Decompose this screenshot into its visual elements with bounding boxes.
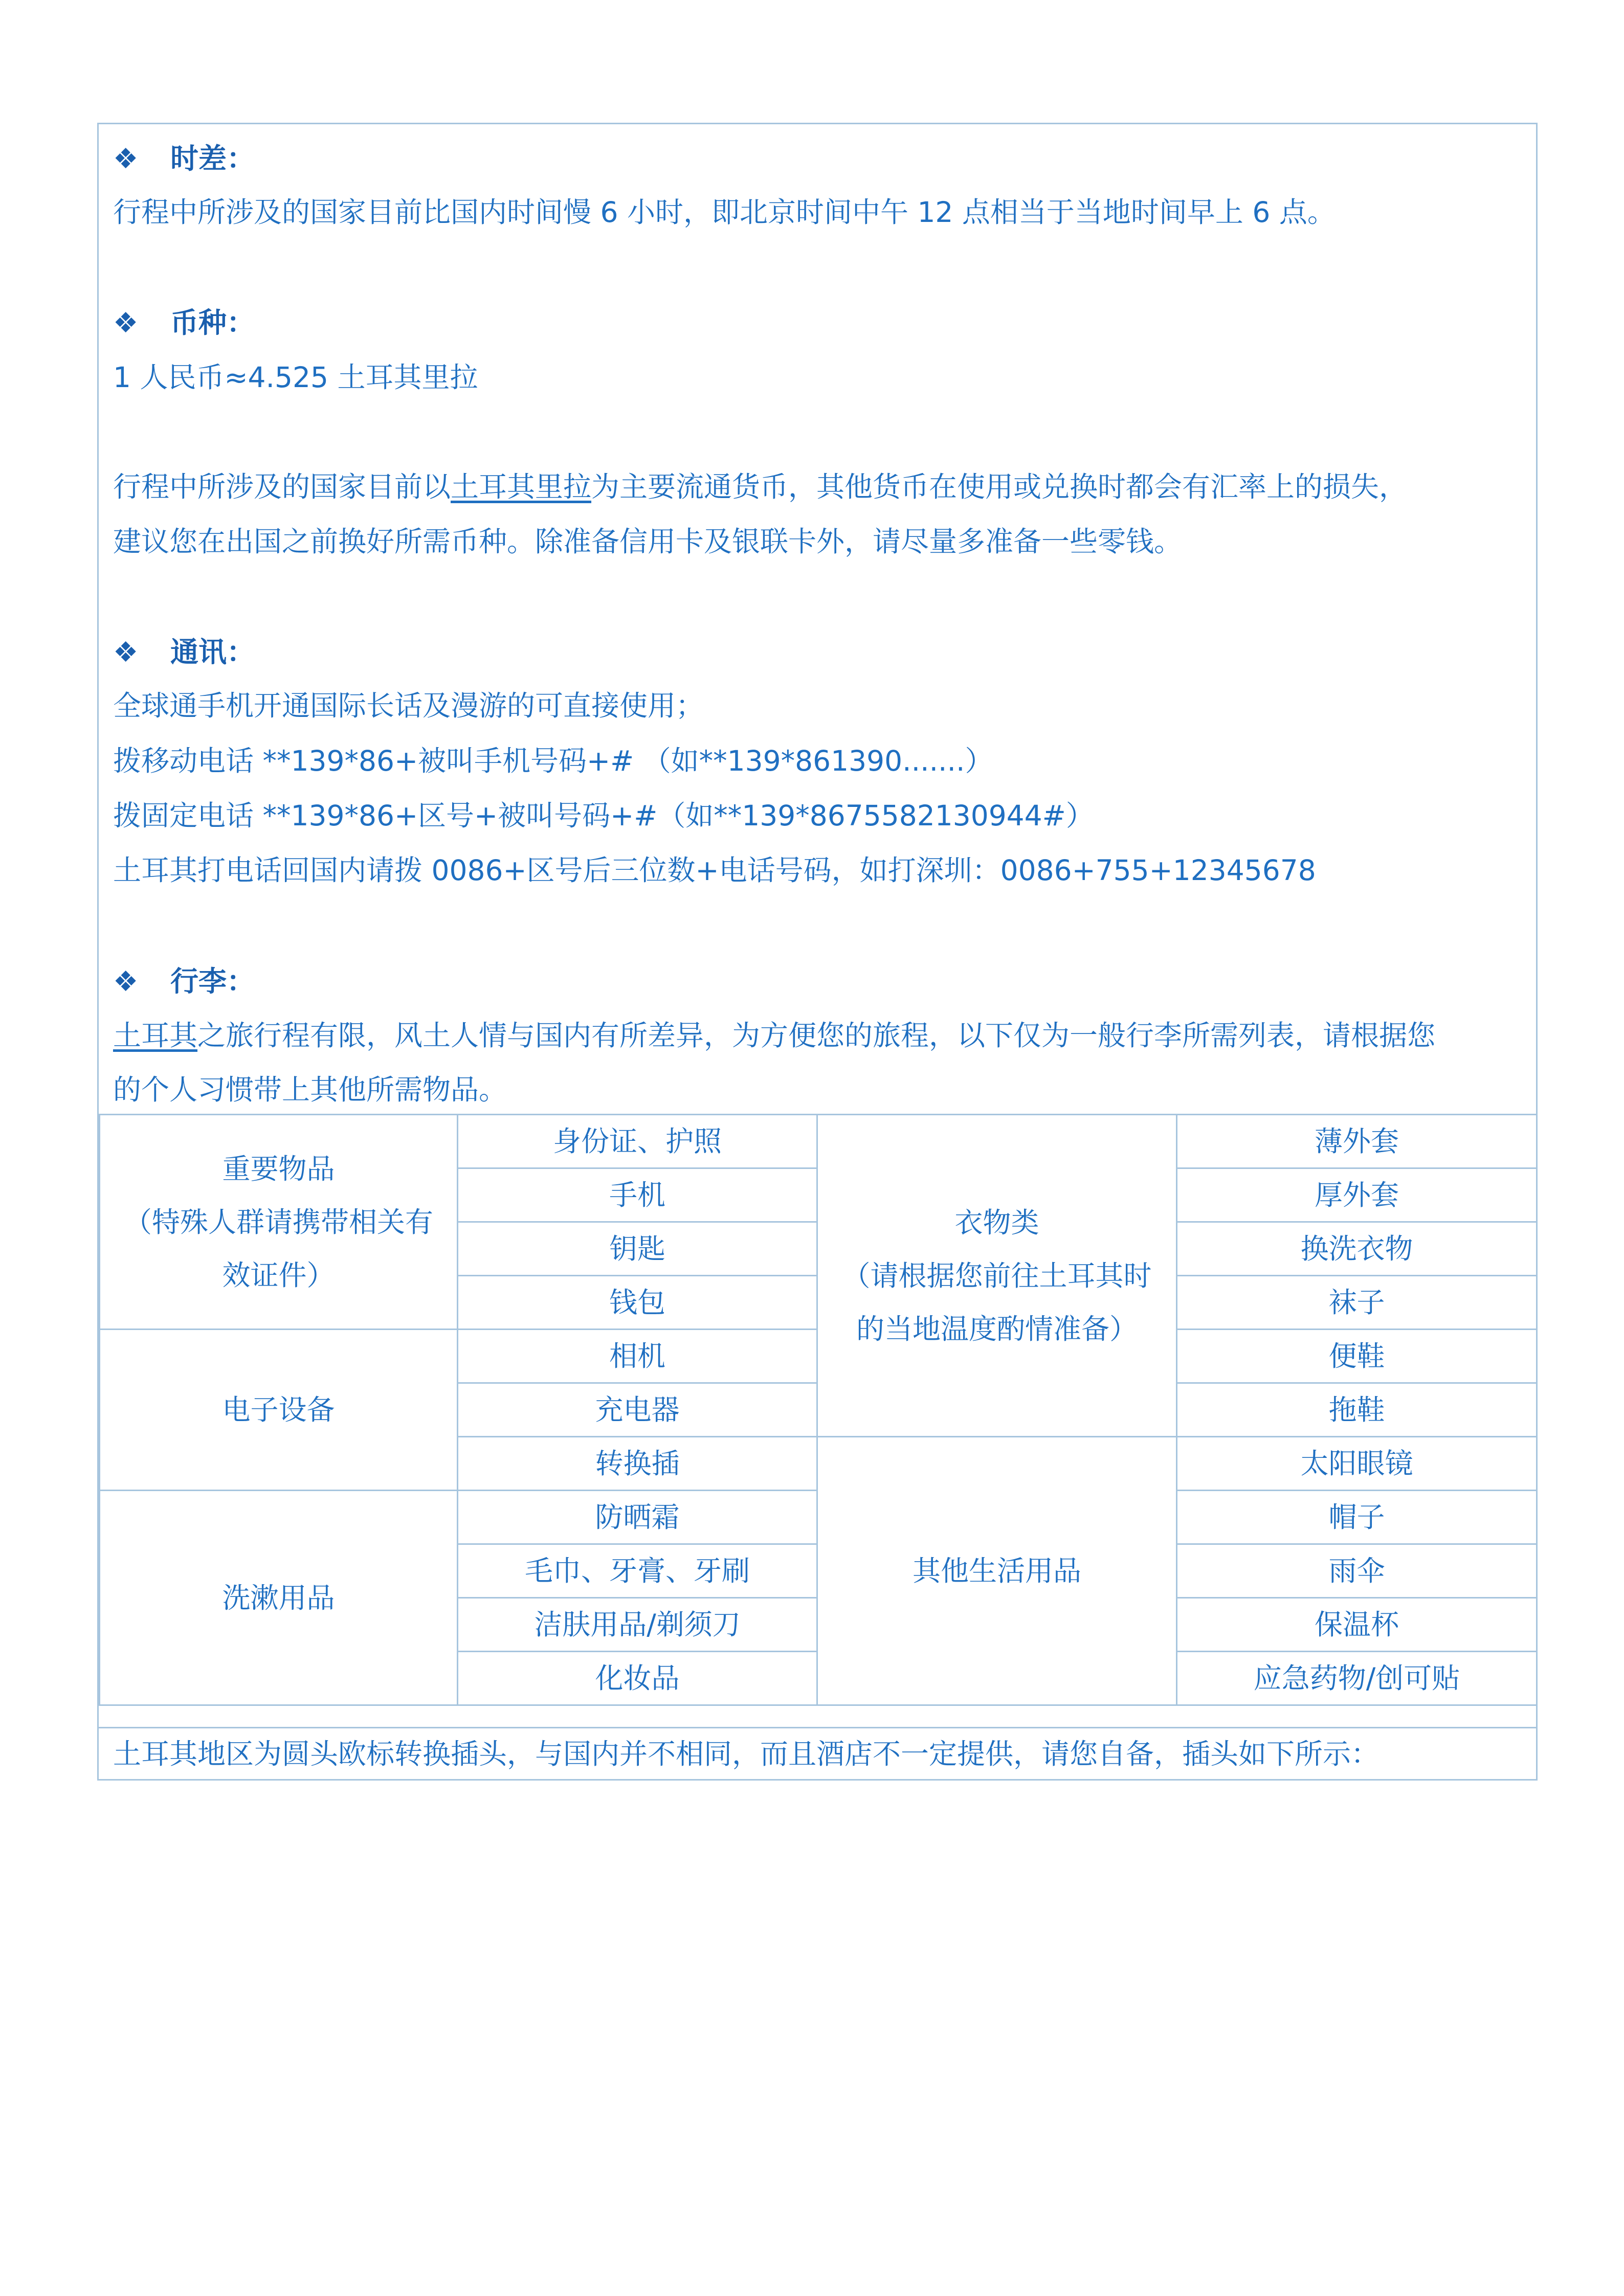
table-cell: 钥匙 — [458, 1222, 817, 1276]
info-panel — [97, 123, 1538, 1781]
table-cell: 洁肤用品/剃须刀 — [458, 1598, 817, 1652]
table-cell: 手机 — [458, 1168, 817, 1222]
turkey-link[interactable]: 土耳其 — [113, 1019, 198, 1052]
currency-link[interactable]: 土耳其里拉 — [451, 470, 592, 503]
table-cell: 防晒霜 — [458, 1491, 817, 1544]
luggage-intro-line1: 土耳其之旅行程有限，风土人情与国内有所差异，为方便您的旅程，以下仅为一般行李所需列表，请根据您 — [113, 1019, 1436, 1052]
table-cell: 充电器 — [458, 1383, 817, 1437]
currency-paragraph-line1: 行程中所涉及的国家目前以土耳其里拉为主要流通货币，其他货币在使用或兑换时都会有汇率上的损失， — [113, 470, 1408, 503]
luggage-heading: ❖ 行李： — [113, 963, 255, 1000]
table-cell: 雨伞 — [1177, 1544, 1537, 1598]
table-cell: 拖鞋 — [1177, 1383, 1537, 1437]
table-cell: 换洗衣物 — [1177, 1222, 1537, 1276]
table-cell: 厚外套 — [1177, 1168, 1537, 1222]
category-clothing: 衣物类 （请根据您前往土耳其时 的当地温度酌情准备） — [817, 1115, 1177, 1437]
table-cell: 化妆品 — [458, 1652, 817, 1705]
table-cell: 钱包 — [458, 1276, 817, 1330]
table-cell: 便鞋 — [1177, 1330, 1537, 1383]
comm-line-2: 拨移动电话 **139*86+被叫手机号码+# （如**139*861390.......） — [113, 745, 993, 777]
diamond-bullet-icon: ❖ — [113, 965, 139, 998]
table-cell: 保温杯 — [1177, 1598, 1537, 1652]
comm-line-4: 土耳其打电话回国内请拨 0086+区号后三位数+电话号码，如打深圳：0086+755+12345678 — [113, 854, 1316, 887]
category-electronics: 电子设备 — [100, 1330, 458, 1491]
category-other: 其他生活用品 — [817, 1437, 1177, 1705]
comm-line-3: 拨固定电话 **139*86+区号+被叫号码+#（如**139*8675582130944#） — [113, 799, 1094, 832]
exchange-rate: 1 人民币≈4.525 土耳其里拉 — [113, 361, 478, 394]
table-cell: 应急药物/创可贴 — [1177, 1652, 1537, 1705]
comm-heading: ❖ 通讯： — [113, 634, 255, 670]
table-cell: 薄外套 — [1177, 1115, 1537, 1168]
diamond-bullet-icon: ❖ — [113, 636, 139, 668]
category-toiletries: 洗漱用品 — [100, 1491, 458, 1705]
table-cell: 毛巾、牙膏、牙刷 — [458, 1544, 817, 1598]
currency-heading: ❖ 币种： — [113, 304, 255, 341]
currency-paragraph-line2: 建议您在出国之前换好所需币种。除准备信用卡及银联卡外，请尽量多准备一些零钱。 — [113, 525, 1183, 558]
time-diff-heading: ❖ 时差： — [113, 140, 255, 177]
table-cell: 相机 — [458, 1330, 817, 1383]
table-cell: 太阳眼镜 — [1177, 1437, 1537, 1491]
table-cell: 身份证、护照 — [458, 1115, 817, 1168]
table-cell: 袜子 — [1177, 1276, 1537, 1330]
table-cell: 转换插 — [458, 1437, 817, 1491]
plug-note: 土耳其地区为圆头欧标转换插头，与国内并不相同，而且酒店不一定提供，请您自备，插头如下所示： — [99, 1727, 1536, 1779]
luggage-intro-line2: 的个人习惯带上其他所需物品。 — [113, 1073, 507, 1106]
time-diff-text: 行程中所涉及的国家目前比国内时间慢 6 小时，即北京时间中午 12 点相当于当地时间早上 6 点。 — [113, 196, 1336, 229]
table-row — [100, 1115, 1537, 1168]
luggage-table — [99, 1114, 1538, 1706]
table-cell: 帽子 — [1177, 1491, 1537, 1544]
diamond-bullet-icon: ❖ — [113, 142, 139, 175]
diamond-bullet-icon: ❖ — [113, 306, 139, 339]
comm-line-1: 全球通手机开通国际长话及漫游的可直接使用； — [113, 689, 704, 722]
category-important: 重要物品 （特殊人群请携带相关有 效证件） — [100, 1115, 458, 1330]
